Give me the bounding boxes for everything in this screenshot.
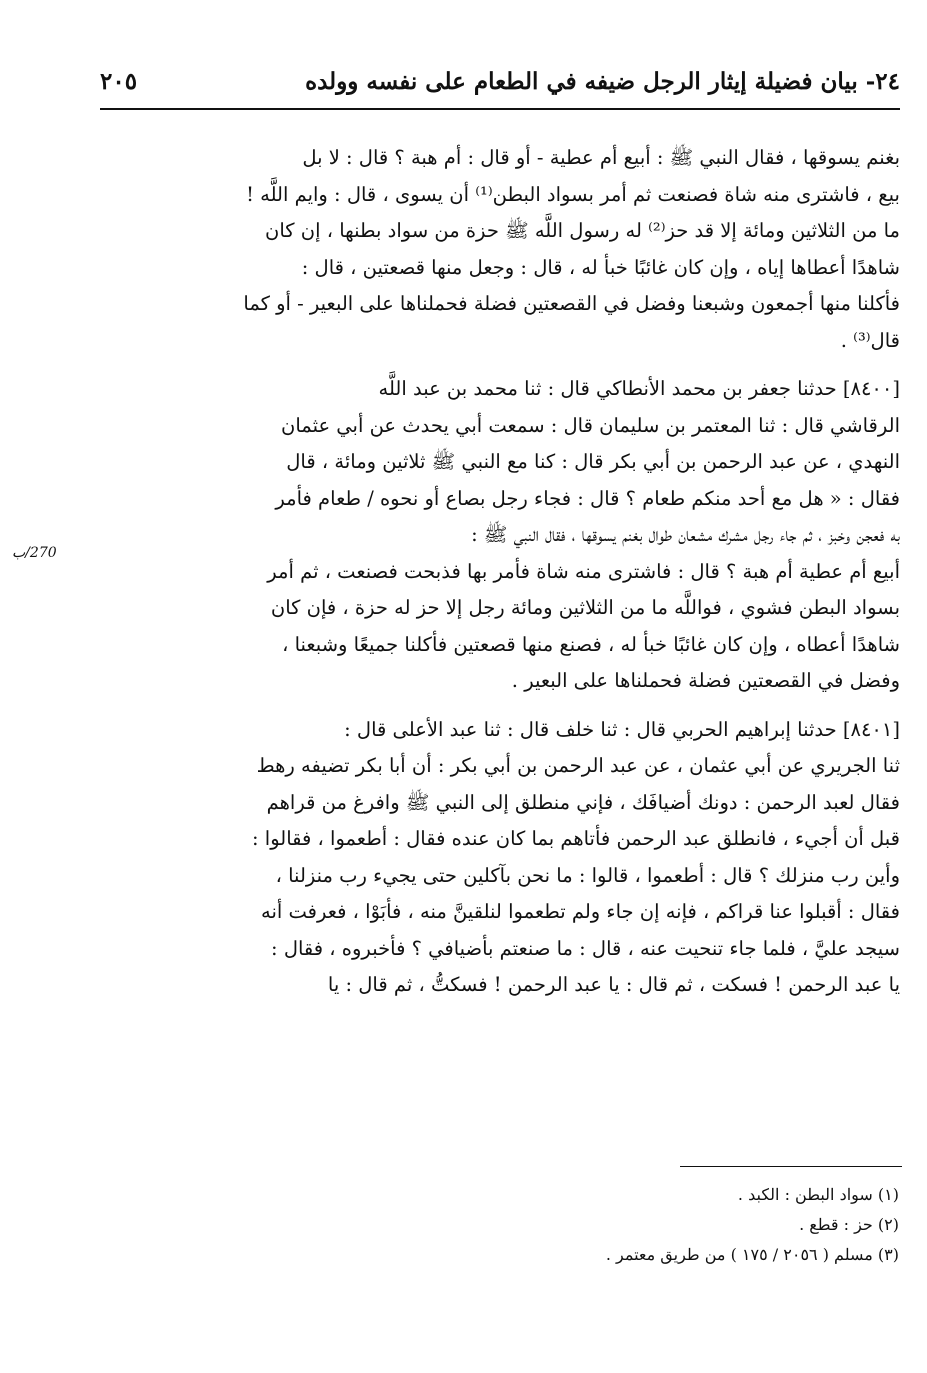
text-line: بغنم يسوقها ، فقال النبي ﷺ : أبيع أم عطية - أو قال : أم هبة ؟ قال : لا بل: [302, 146, 900, 169]
text-line: [٨٤٠١] حدثنا إبراهيم الحربي قال : ثنا خلف قال : ثنا عبد الأعلى قال :: [344, 717, 900, 741]
text-line: فقال : أقبلوا عنا قراكم ، فإنه إن جاء ولم تطعموا لنلقينَّ منه ، فأبَوْا ، فعرفت أنه: [261, 900, 900, 923]
text-line: الرقاشي قال : ثنا المعتمر بن سليمان قال : سمعت أبي يحدث عن أبي عثمان: [281, 413, 900, 437]
text-line: [٨٤٠٠] حدثنا جعفر بن محمد الأنطاكي قال : ثنا محمد بن عبد اللَّه: [378, 377, 900, 400]
text-line: شاهدًا أعطاها إياه ، وإن كان غائبًا خبأ له ، قال : وجعل منها قصعتين ، قال :: [301, 255, 900, 279]
text-line: بسواد البطن فشوي ، فواللَّه ما من الثلاثين ومائة رجل إلا حز له حزة ، فإن كان: [270, 596, 900, 619]
text-line: وفضل في القصعتين فضلة فحملناها على البعير .: [511, 669, 900, 692]
main-text: [100, 140, 900, 1004]
text-line: يا عبد الرحمن ! فسكت ، ثم قال : يا عبد الرحمن ! فسكتُّ ، ثم قال : يا: [327, 973, 900, 996]
hadith-8401: [100, 712, 900, 1004]
text-line: به فعجن وخبز ، ثم جاء رجل مشرك مشعان طوال بغنم يسوقها ، فقال النبي ﷺ :: [471, 523, 900, 546]
text-line: قال⁽³⁾ .: [840, 328, 900, 352]
paragraph-continuation: [100, 140, 900, 359]
text-line: قبل أن أجيء ، فانطلق عبد الرحمن فأتاهم بما كان عنده فقال : أطعموا ، فقالوا :: [252, 827, 900, 850]
footnote-1: (١) سواد البطن : الكبد .: [737, 1185, 899, 1204]
footnote-divider: [680, 1166, 902, 1167]
manuscript-folio-note: 270/ب: [12, 545, 57, 561]
text-line: فقال : « هل مع أحد منكم طعام ؟ قال : فجاء رجل بصاع أو نحوه / طعام فأمر: [275, 486, 900, 510]
text-line: فأكلنا منها أجمعون وشبعنا وفضل في القصعتين فضلة فحملناها على البعير - أو كما: [243, 292, 900, 315]
footnote-3: (٣) مسلم ( ٢٠٥٦ / ١٧٥ ) من طريق معتمر .: [605, 1245, 899, 1264]
running-header: [100, 68, 900, 110]
chapter-title: ٢٤- بيان فضيلة إيثار الرجل ضيفه في الطعام على نفسه وولده: [305, 68, 900, 95]
page-number: ٢٠٥: [100, 68, 138, 95]
hadith-8400: [100, 371, 900, 700]
text-line: فقال لعبد الرحمن : دونك أضيافَك ، فإني منطلق إلى النبي ﷺ وافرغ من قراهم: [266, 790, 900, 814]
text-line: وأين رب منزلك ؟ قال : أطعموا ، قالوا : ما نحن بآكلين حتى يجيء رب منزلنا ،: [275, 863, 900, 887]
text-line: سيجد عليَّ ، فلما جاء تنحيت عنه ، قال : ما صنعتم بأضيافي ؟ فأخبروه ، فقال :: [271, 936, 900, 960]
text-line: شاهدًا أعطاه ، وإن كان غائبًا خبأ له ، فصنع منها قصعتين فأكلنا جميعًا وشبعنا ،: [282, 632, 900, 656]
text-line: ما من الثلاثين ومائة إلا قد حز⁽²⁾ له رسول اللَّه ﷺ حزة من سواد بطنها ، إن كان: [265, 219, 900, 242]
text-line: النهدي ، عن عبد الرحمن بن أبي بكر قال : كنا مع النبي ﷺ ثلاثين ومائة ، قال: [286, 450, 900, 473]
text-line: أبيع أم عطية أم هبة ؟ قال : فاشترى منه شاة فأمر بها فذبحت فصنعت ، ثم أمر: [267, 559, 900, 583]
text-line: ثنا الجريري عن أبي عثمان ، عن عبد الرحمن بن أبي بكر : أن أبا بكر تضيفه رهط: [256, 754, 900, 777]
footnotes: [79, 1180, 899, 1270]
footnote-2: (٢) حز : قطع .: [799, 1215, 899, 1234]
text-line: بيع ، فاشترى منه شاة فصنعت ثم أمر بسواد البطن⁽¹⁾ أن يسوى ، قال : وايم اللَّه !: [246, 182, 900, 206]
